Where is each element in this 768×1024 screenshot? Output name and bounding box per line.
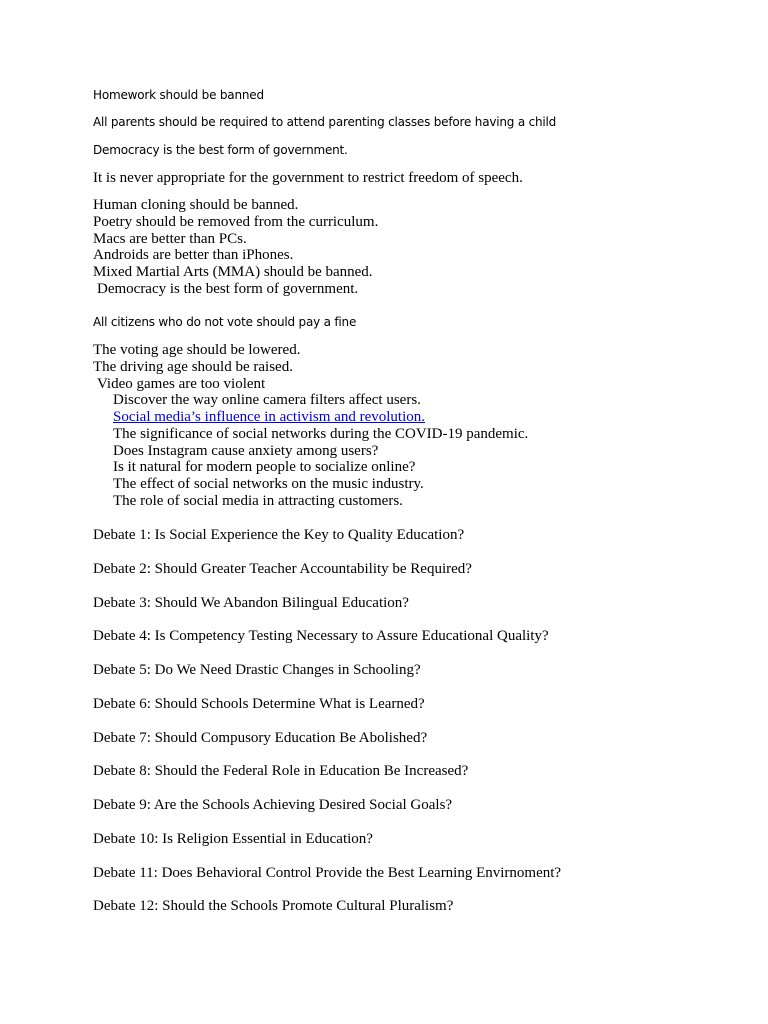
topic-list-item: Human cloning should be banned. xyxy=(93,197,299,213)
debate-item: Debate 12: Should the Schools Promote Cultural Pluralism? xyxy=(93,898,454,914)
topic-freedom-of-speech: It is never appropriate for the government to restrict freedom of speech. xyxy=(93,170,523,186)
social-media-activism-link[interactable]: Social media’s influence in activism and revolution. xyxy=(113,409,426,425)
debate-item: Debate 5: Do We Need Drastic Changes in Schooling? xyxy=(93,662,421,678)
topic-parenting-classes: All parents should be required to attend parenting classes before having a child xyxy=(93,115,557,129)
topic-homework: Homework should be banned xyxy=(93,88,264,102)
social-media-topic: Discover the way online camera filters affect users. xyxy=(113,392,421,408)
topic-list-item: The voting age should be lowered. xyxy=(93,342,301,358)
topic-list-item: Video games are too violent xyxy=(97,376,266,392)
debate-item: Debate 10: Is Religion Essential in Education? xyxy=(93,831,373,847)
debate-item: Debate 11: Does Behavioral Control Provide the Best Learning Envirnoment? xyxy=(93,865,562,881)
topic-list-item: Androids are better than iPhones. xyxy=(93,247,294,263)
topic-democracy: Democracy is the best form of government. xyxy=(93,143,348,157)
social-media-topic: Does Instagram cause anxiety among users? xyxy=(113,443,379,459)
social-media-topic: The significance of social networks during the COVID-19 pandemic. xyxy=(113,426,529,442)
debate-item: Debate 3: Should We Abandon Bilingual Education? xyxy=(93,595,409,611)
debate-item: Debate 6: Should Schools Determine What is Learned? xyxy=(93,696,425,712)
topic-list-item: Poetry should be removed from the curriculum. xyxy=(93,214,379,230)
topic-list-item: Macs are better than PCs. xyxy=(93,231,247,247)
debate-item: Debate 4: Is Competency Testing Necessary to Assure Educational Quality? xyxy=(93,628,549,644)
social-media-topic: Is it natural for modern people to socialize online? xyxy=(113,459,416,475)
topic-list-item: The driving age should be raised. xyxy=(93,359,293,375)
debate-item: Debate 9: Are the Schools Achieving Desired Social Goals? xyxy=(93,797,453,813)
debate-item: Debate 7: Should Compusory Education Be Abolished? xyxy=(93,730,428,746)
debate-item: Debate 1: Is Social Experience the Key to Quality Education? xyxy=(93,527,465,543)
debate-item: Debate 8: Should the Federal Role in Education Be Increased? xyxy=(93,763,469,779)
social-media-topic: The effect of social networks on the music industry. xyxy=(113,476,424,492)
social-media-topic: The role of social media in attracting customers. xyxy=(113,493,403,509)
topic-list-item: Mixed Martial Arts (MMA) should be banned. xyxy=(93,264,373,280)
topic-vote-fine: All citizens who do not vote should pay a fine xyxy=(93,315,357,329)
topic-list-item: Democracy is the best form of government. xyxy=(97,281,359,297)
debate-item: Debate 2: Should Greater Teacher Accountability be Required? xyxy=(93,561,472,577)
